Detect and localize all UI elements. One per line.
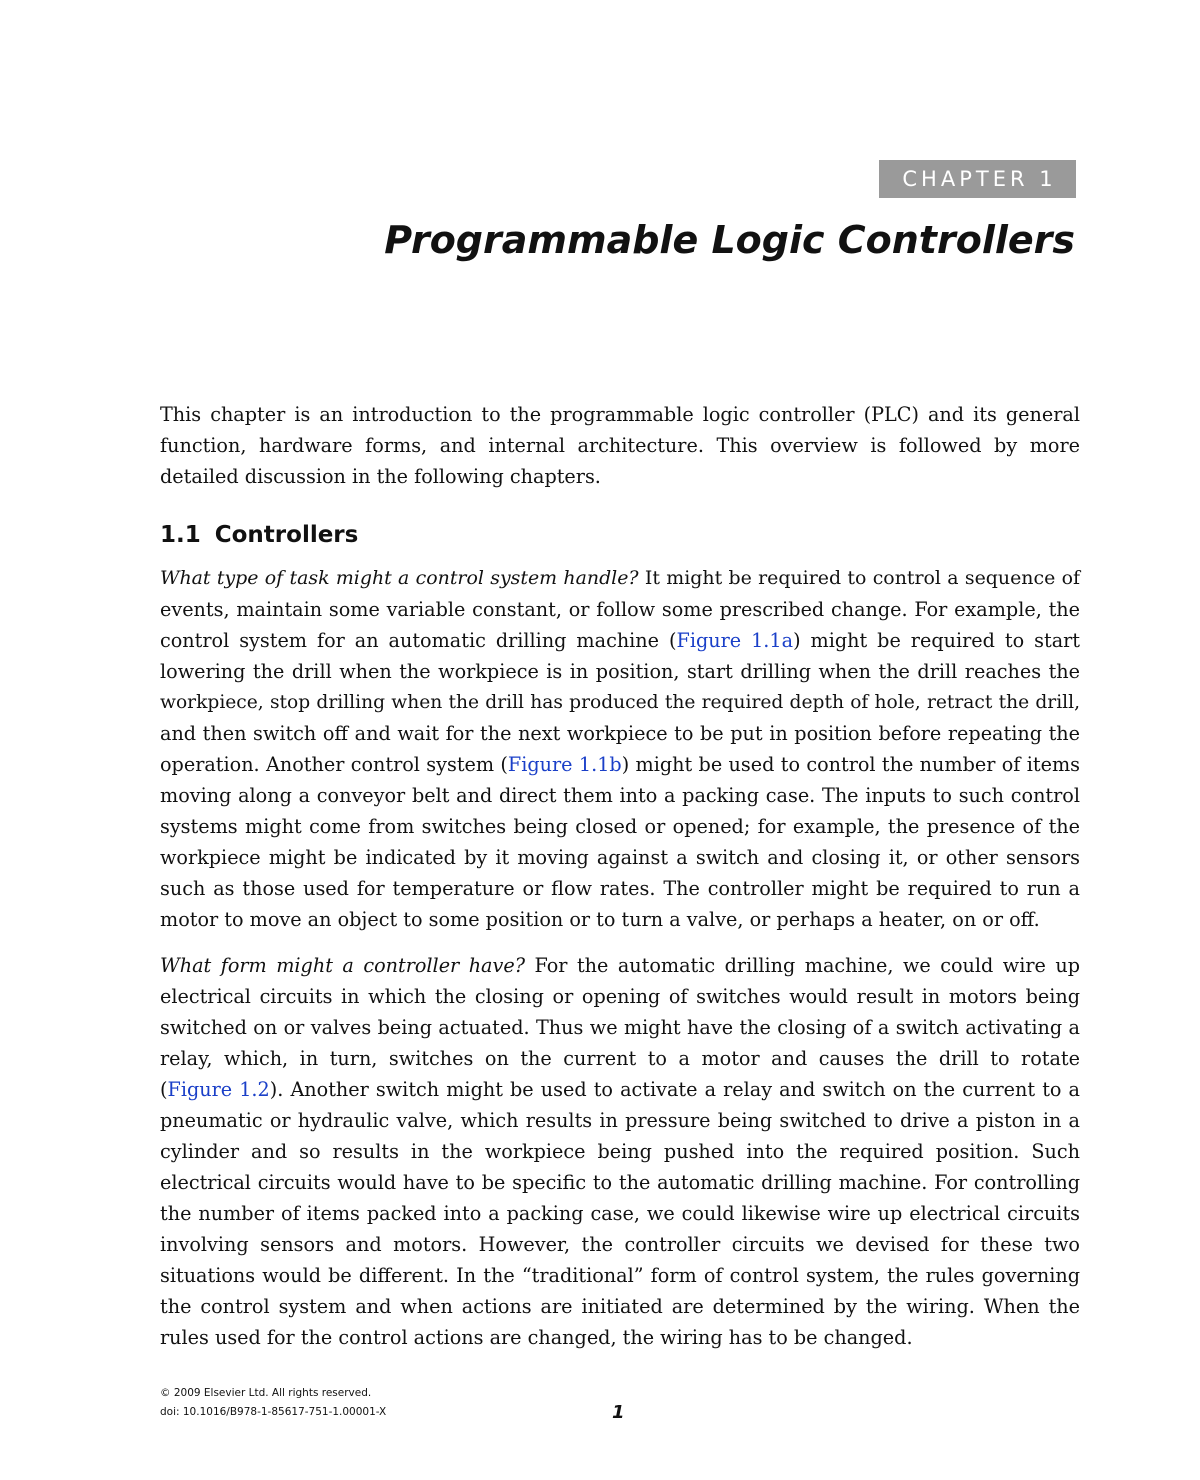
paragraph-line: electrical circuits would have to be specific to the automatic drilling machine. For controlling xyxy=(160,1171,1080,1194)
paragraph-line: control system for an automatic drilling machine (Figure 1.1a) might be required to start xyxy=(160,629,1081,652)
paragraph-line: What form might a controller have? For the automatic drilling machine, we could wire up xyxy=(160,954,1080,977)
paragraph-line: operation. Another control system (Figure 1.1b) might be used to control the number of items xyxy=(160,753,1080,776)
intro-line: This chapter is an introduction to the programmable logic controller (PLC) and its general xyxy=(160,403,1080,426)
chapter-title: Programmable Logic Controllers xyxy=(384,218,1075,262)
copyright-text: © 2009 Elsevier Ltd. All rights reserved. xyxy=(160,1387,372,1399)
question-text: What type of task might a control system handle? xyxy=(160,567,639,589)
paragraph-line: electrical circuits in which the closing or opening of switches would result in motors being xyxy=(160,985,1080,1008)
paragraph-line: situations would be different. In the “traditional” form of control system, the rules governing xyxy=(160,1264,1080,1287)
paragraph-line: workpiece might be indicated by it moving against a switch and closing it, or other sensors xyxy=(160,846,1080,869)
paragraph-line: such as those used for temperature or flow rates. The controller might be required to run a xyxy=(160,877,1080,900)
paragraph-controller-form xyxy=(160,950,1080,1353)
paragraph-control-tasks xyxy=(160,563,1080,935)
chapter-label: CHAPTER 1 xyxy=(879,160,1076,198)
paragraph-line: the number of items packed into a packing case, we could likewise wire up electrical circuits xyxy=(160,1202,1080,1225)
paragraph-line: events, maintain some variable constant, or follow some prescribed change. For example, the xyxy=(160,598,1080,621)
paragraph-line: motor to move an object to some position or to turn a valve, or perhaps a heater, on or off. xyxy=(160,908,1040,931)
paragraph-line: rules used for the control actions are changed, the wiring has to be changed. xyxy=(160,1326,913,1349)
paragraph-line: moving along a conveyor belt and direct them into a packing case. The inputs to such control xyxy=(160,784,1080,807)
figure-link-1-1a[interactable]: Figure 1.1a xyxy=(676,629,794,652)
figure-link-1-1b[interactable]: Figure 1.1b xyxy=(507,753,622,776)
section-heading xyxy=(160,522,358,548)
paragraph-line: cylinder and so results in the workpiece being pushed into the required position. Such xyxy=(160,1140,1080,1163)
paragraph-line: and then switch off and wait for the next workpiece to be put in position before repeating the xyxy=(160,722,1080,745)
paragraph-line: systems might come from switches being closed or opened; for example, the presence of the xyxy=(160,815,1080,838)
paragraph-line: workpiece, stop drilling when the drill has produced the required depth of hole, retract the drill, xyxy=(160,692,1080,713)
section-title: Controllers xyxy=(214,522,359,548)
section-number: 1.1 xyxy=(160,522,201,548)
paragraph-line: relay, which, in turn, switches on the current to a motor and causes the drill to rotate xyxy=(160,1047,1080,1070)
paragraph-line: pneumatic or hydraulic valve, which results in pressure being switched to drive a piston in a xyxy=(160,1109,1080,1132)
figure-link-1-2[interactable]: Figure 1.2 xyxy=(167,1078,270,1101)
intro-line: function, hardware forms, and internal architecture. This overview is followed by more xyxy=(160,434,1080,457)
page-number: 1 xyxy=(612,1402,625,1423)
doi-text: doi: 10.1016/B978-1-85617-751-1.00001-X xyxy=(160,1406,387,1418)
paragraph-line: lowering the drill when the workpiece is in position, start drilling when the drill reaches the xyxy=(160,660,1080,683)
question-text: What form might a controller have? xyxy=(160,954,525,977)
paragraph-line: involving sensors and motors. However, the controller circuits we devised for these two xyxy=(160,1233,1080,1256)
paragraph-line: switched on or valves being actuated. Thus we might have the closing of a switch activating a xyxy=(160,1016,1080,1039)
footer-copyright-block xyxy=(160,1384,386,1422)
intro-line: detailed discussion in the following chapters. xyxy=(160,465,601,488)
paragraph-line: the control system and when actions are initiated are determined by the wiring. When the xyxy=(160,1295,1080,1318)
paragraph-line: What type of task might a control system handle? It might be required to control a sequence of xyxy=(160,567,1080,589)
intro-paragraph xyxy=(160,399,1080,492)
paragraph-line: (Figure 1.2). Another switch might be used to activate a relay and switch on the current to a xyxy=(160,1078,1080,1101)
